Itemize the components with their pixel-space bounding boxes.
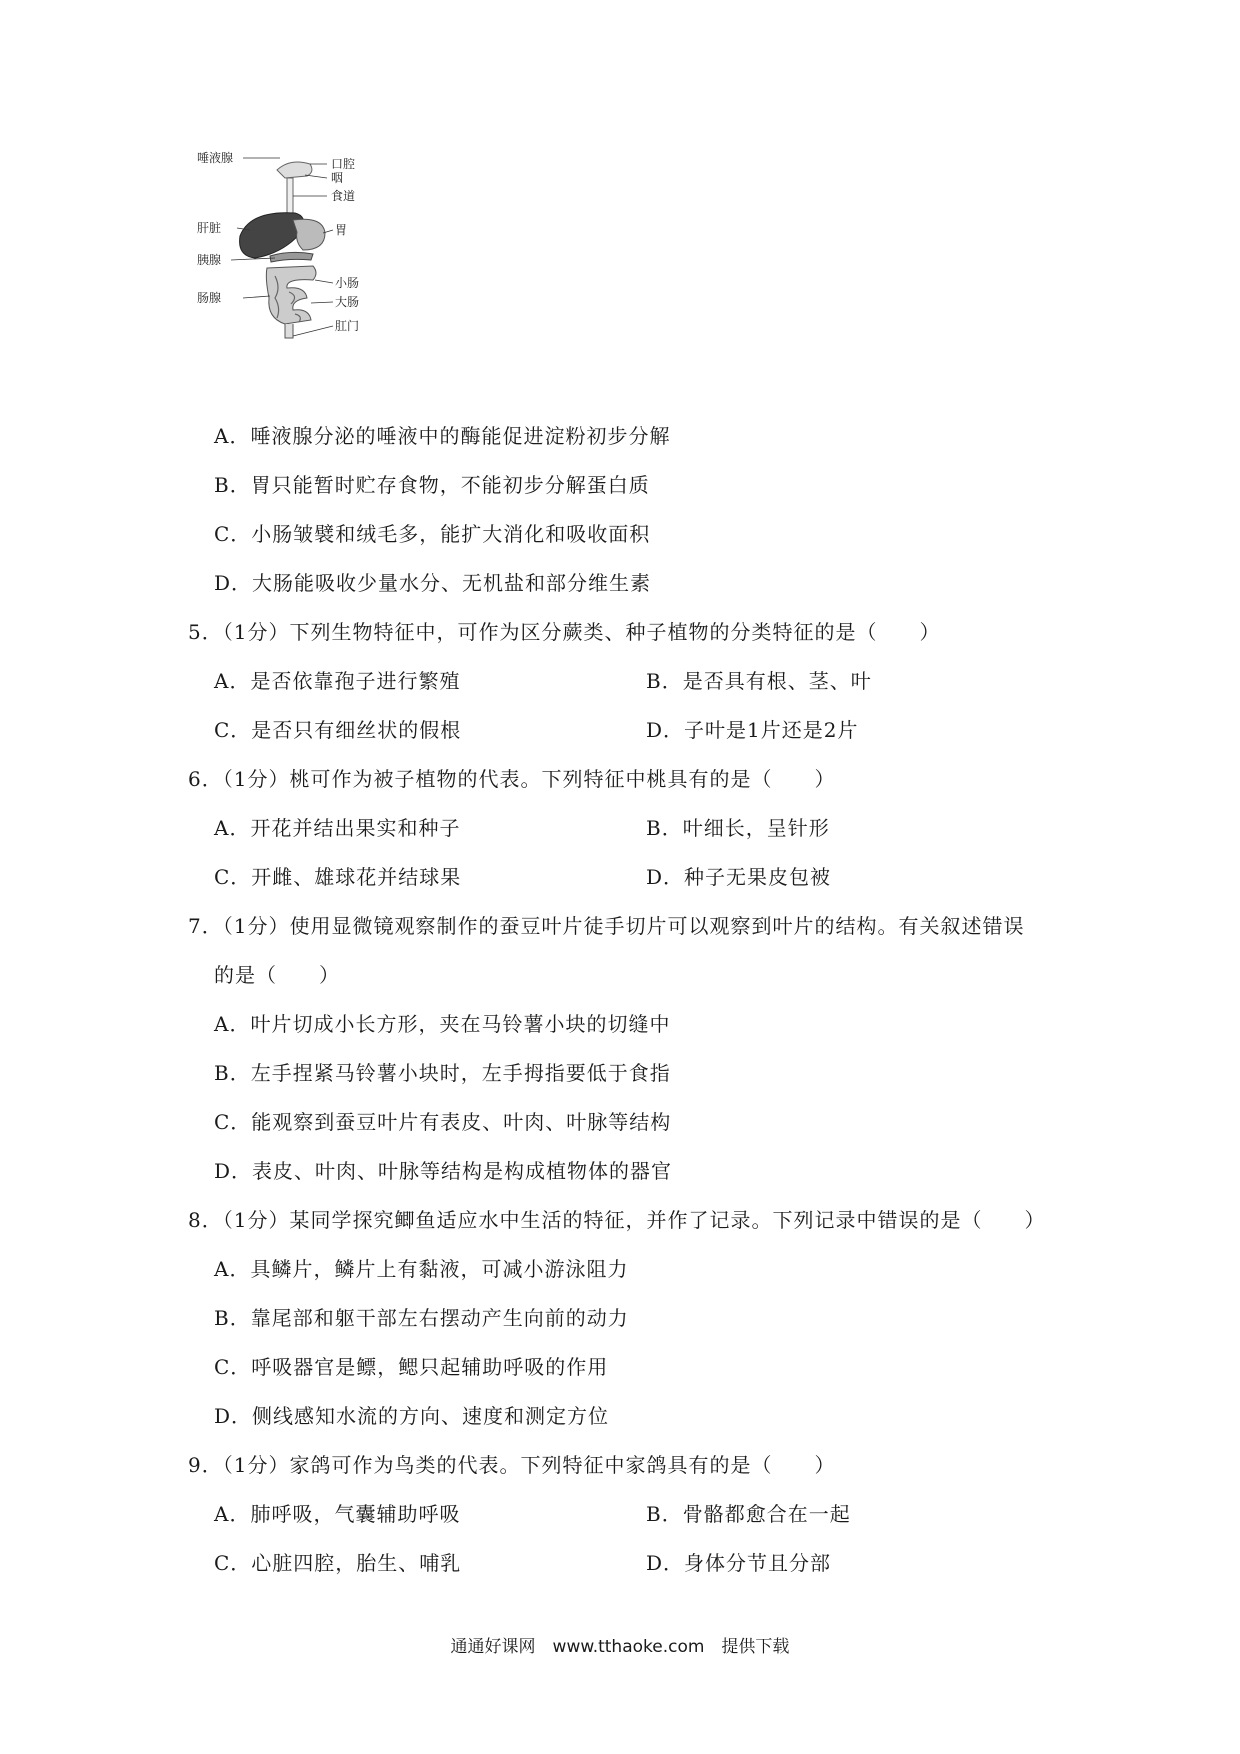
label-anus: 肛门 bbox=[335, 319, 360, 333]
q8-option-b: B．靠尾部和躯干部左右摆动产生向前的动力 bbox=[214, 1306, 629, 1330]
q7-stem-line2: 的是（ ） bbox=[214, 963, 340, 987]
q4-option-b: B．胃只能暂时贮存食物，不能初步分解蛋白质 bbox=[214, 473, 650, 497]
q8-option-d: D．侧线感知水流的方向、速度和测定方位 bbox=[214, 1404, 610, 1428]
label-small-intestine: 小肠 bbox=[335, 276, 360, 290]
q7-option-b: B．左手捏紧马铃薯小块时，左手拇指要低于食指 bbox=[214, 1061, 671, 1085]
q5-option-d: D．子叶是1片还是2片 bbox=[646, 718, 859, 742]
q7-option-a: A．叶片切成小长方形，夹在马铃薯小块的切缝中 bbox=[214, 1012, 671, 1036]
q4-option-d: D．大肠能吸收少量水分、无机盐和部分维生素 bbox=[214, 571, 652, 595]
label-mouth: 口腔 bbox=[331, 157, 356, 171]
q6-option-b: B．叶细长，呈针形 bbox=[646, 816, 830, 840]
q4-option-c: C．小肠皱襞和绒毛多，能扩大消化和吸收面积 bbox=[214, 522, 651, 546]
q5-stem: 5．（1分）下列生物特征中，可作为区分蕨类、种子植物的分类特征的是（ ） bbox=[188, 620, 941, 644]
label-stomach: 胃 bbox=[335, 223, 348, 237]
q6-option-c: C．开雌、雄球花并结球果 bbox=[214, 865, 462, 889]
q9-option-a: A．肺呼吸，气囊辅助呼吸 bbox=[214, 1502, 461, 1526]
label-esophagus: 食道 bbox=[331, 189, 356, 203]
q9-option-c: C．心脏四腔，胎生、哺乳 bbox=[214, 1551, 462, 1575]
q6-option-a: A．开花并结出果实和种子 bbox=[214, 816, 461, 840]
q9-stem: 9．（1分）家鸽可作为鸟类的代表。下列特征中家鸽具有的是（ ） bbox=[188, 1453, 836, 1477]
digestive-system-diagram bbox=[197, 151, 415, 373]
q8-option-c: C．呼吸器官是鳔，鳃只起辅助呼吸的作用 bbox=[214, 1355, 609, 1379]
q7-option-d: D．表皮、叶肉、叶脉等结构是构成植物体的器官 bbox=[214, 1159, 673, 1183]
q5-option-a: A．是否依靠孢子进行繁殖 bbox=[214, 669, 461, 693]
q9-option-b: B．骨骼都愈合在一起 bbox=[646, 1502, 851, 1526]
q4-option-a: A．唾液腺分泌的唾液中的酶能促进淀粉初步分解 bbox=[214, 424, 671, 448]
q7-stem-line1: 7．（1分）使用显微镜观察制作的蚕豆叶片徒手切片可以观察到叶片的结构。有关叙述错误 bbox=[188, 914, 1025, 938]
label-salivary-gland: 唾液腺 bbox=[197, 151, 234, 165]
label-liver: 肝脏 bbox=[197, 221, 222, 235]
label-large-intestine: 大肠 bbox=[335, 295, 360, 309]
q6-stem: 6．（1分）桃可作为被子植物的代表。下列特征中桃具有的是（ ） bbox=[188, 767, 836, 791]
q5-option-b: B．是否具有根、茎、叶 bbox=[646, 669, 872, 693]
label-pharynx: 咽 bbox=[331, 171, 344, 185]
q8-stem: 8．（1分）某同学探究鲫鱼适应水中生活的特征，并作了记录。下列记录中错误的是（ ） bbox=[188, 1208, 1046, 1232]
page-footer: 通通好课网 www.tthaoke.com 提供下载 bbox=[450, 1637, 790, 1657]
stomach-shape bbox=[293, 219, 325, 250]
q6-option-d: D．种子无果皮包被 bbox=[646, 865, 832, 889]
intestines-shape bbox=[266, 266, 316, 324]
pancreas-shape bbox=[270, 252, 313, 262]
q5-option-c: C．是否只有细丝状的假根 bbox=[214, 718, 462, 742]
q7-option-c: C．能观察到蚕豆叶片有表皮、叶肉、叶脉等结构 bbox=[214, 1110, 672, 1134]
label-intestinal-gland: 肠腺 bbox=[197, 291, 222, 305]
q9-option-d: D．身体分节且分部 bbox=[646, 1551, 832, 1575]
q8-option-a: A．具鳞片，鳞片上有黏液，可减小游泳阻力 bbox=[214, 1257, 629, 1281]
label-pancreas: 胰腺 bbox=[197, 253, 222, 267]
rectum-shape bbox=[285, 324, 293, 338]
